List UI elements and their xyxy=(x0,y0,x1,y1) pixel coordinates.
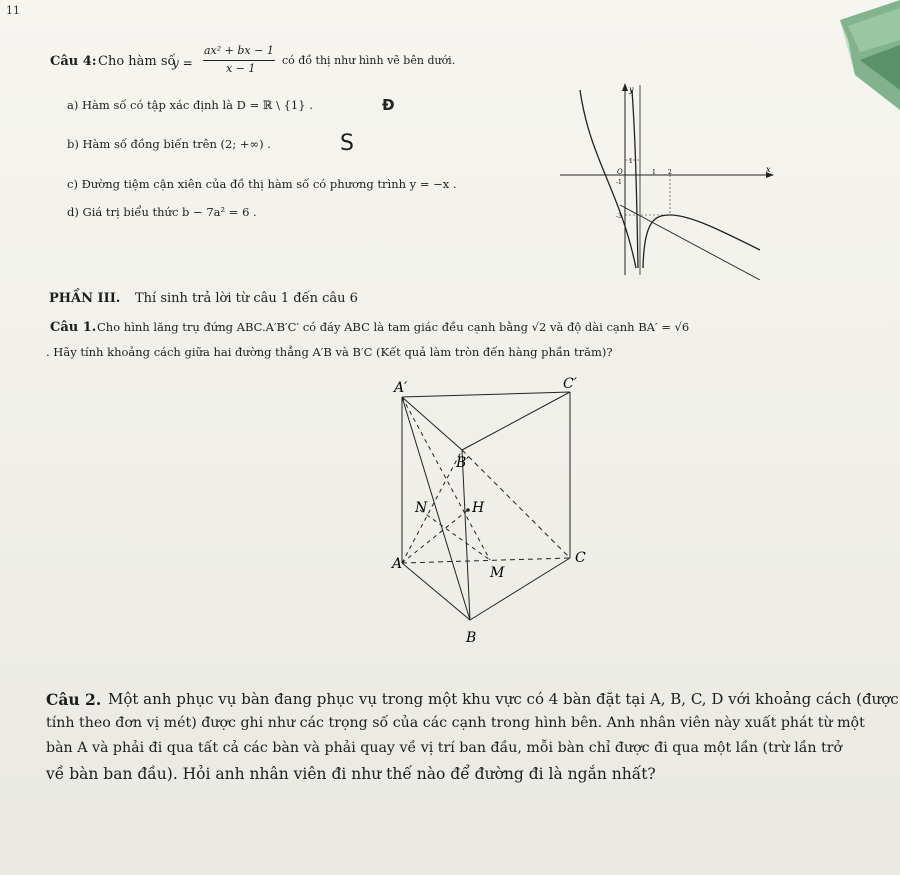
prism-figure xyxy=(330,370,630,660)
q1-line2: . Hãy tính khoảng cách giữa hai đường thẳng A′B và B′C (Kết quả làm tròn đến hàng phần trăm)? xyxy=(46,345,613,359)
q1-label: Câu 1. xyxy=(50,320,97,335)
graph-origin: O xyxy=(617,168,623,176)
label-c: C xyxy=(575,550,586,566)
q4-statement-b: b) Hàm số đồng biến trên (2; +∞) . xyxy=(67,137,271,151)
function-graph xyxy=(560,80,780,280)
q2-label: Câu 2. xyxy=(46,690,102,709)
q4-statement-a: a) Hàm số có tập xác định là D = ℝ \ {1} . xyxy=(67,98,313,112)
q2-line1: Một anh phục vụ bàn đang phục vụ trong một khu vực có 4 bàn đặt tại A, B, C, D với khoảng cách (được xyxy=(108,690,899,708)
graph-tick-x1: 1 xyxy=(652,169,656,176)
q4-intro-after: có đồ thị như hình vẽ bên dưới. xyxy=(282,54,456,67)
label-a-prime: A′ xyxy=(394,380,408,396)
graph-tick-yneg3: -3 xyxy=(616,213,622,220)
q1-line1: Cho hình lăng trụ đứng ABC.A′B′C′ có đáy ABC là tam giác đều cạnh bằng √2 và độ dài cạnh BA′ = √6 xyxy=(97,320,690,334)
q2-line3: bàn A và phải đi qua tất cả các bàn và phải quay về vị trí ban đầu, mỗi bàn chỉ được đi qua một lần (trừ lần trở xyxy=(46,740,843,756)
label-c-prime: C′ xyxy=(563,376,577,392)
q4-statement-d: d) Giá trị biểu thức b − 7a² = 6 . xyxy=(67,205,257,219)
label-b-prime: B′ xyxy=(456,455,470,471)
label-b: B xyxy=(466,630,477,646)
q4-mark-a: Đ xyxy=(382,96,395,114)
fraction-bar xyxy=(203,60,275,61)
label-h: H xyxy=(472,500,485,516)
graph-tick-y1: 1 xyxy=(629,158,633,165)
part3-title: PHẦN III. xyxy=(49,291,121,306)
q4-intro-before: Cho hàm số xyxy=(98,54,176,69)
label-n: N xyxy=(415,500,428,516)
graph-x-label: x xyxy=(766,165,771,174)
q4-label: Câu 4: xyxy=(50,54,97,69)
page-number: 11 xyxy=(6,4,20,17)
q4-mark-b: S xyxy=(340,131,354,156)
q4-statement-c: c) Đường tiệm cận xiên của đồ thị hàm số có phương trình y = −x . xyxy=(67,177,457,191)
highlighter-pen xyxy=(800,0,900,110)
q4-denominator: x − 1 xyxy=(226,62,256,75)
label-m: M xyxy=(490,565,505,581)
graph-y-label: y xyxy=(629,85,634,94)
label-a: A xyxy=(392,556,403,572)
q2-line2: tính theo đơn vị mét) được ghi như các trọng số của các cạnh trong hình bên. Anh nhân viên này xuất phát từ một xyxy=(46,715,865,731)
q4-function-y: y = xyxy=(172,56,193,70)
graph-tick-x2: 2 xyxy=(668,169,672,176)
q4-numerator: ax² + bx − 1 xyxy=(204,44,274,57)
part3-subtitle: Thí sinh trả lời từ câu 1 đến câu 6 xyxy=(135,291,358,306)
q2-line4: về bàn ban đầu). Hỏi anh nhân viên đi như thế nào để đường đi là ngắn nhất? xyxy=(46,765,656,783)
graph-tick-yneg1: -1 xyxy=(616,179,622,186)
